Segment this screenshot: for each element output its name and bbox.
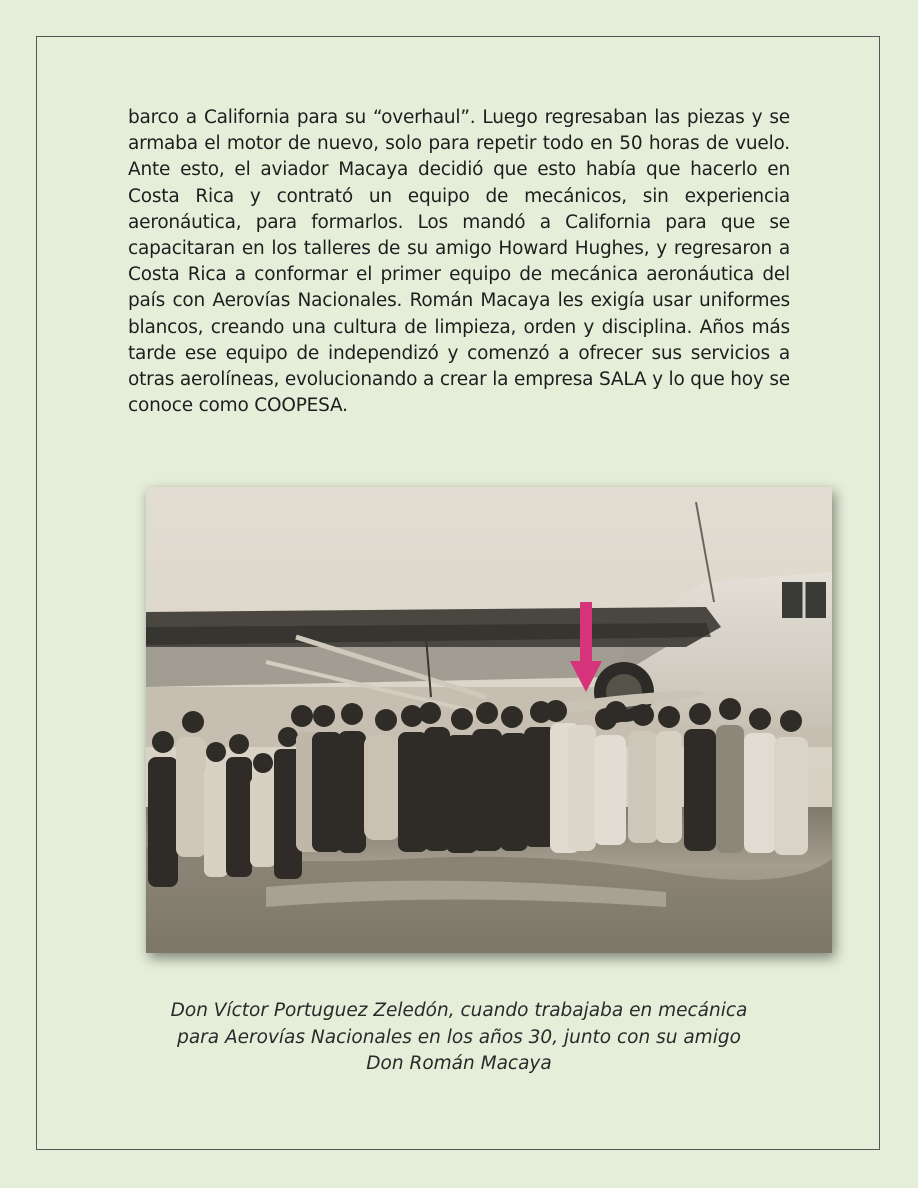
body-paragraph: barco a California para su “overhaul”. Luego regresaban las piezas y se armaba el motor de nuevo, solo para repetir todo en 50 horas de vuelo. Ante esto, el aviador Macaya decidió que esto había que hacerlo en Costa Rica y contrató un equipo de mecánicos, sin experiencia aeronáutica, para formarlos. Los mandó a California para que se capacitaran en los talleres de su amigo Howard Hughes, y regresaron a Costa Rica a conformar el primer equipo de mecánica aeronáutica del país con Aerovías Nacionales. Román Macaya les exigía usar uniformes blancos, creando una cultura de limpieza, orden y disciplina. Años más tarde ese equipo de independizó y comenzó a ofrecer sus servicios a otras aerolíneas, evolucionando a crear la empresa SALA y lo que hoy se conoce como COOPESA. <box>128 107 790 417</box>
photo-illustration <box>146 487 832 953</box>
historical-photo <box>146 487 832 953</box>
caption-line: Don Víctor Portuguez Zeledón, cuando trabajaba en mecánica <box>170 1000 748 1021</box>
photo-caption <box>100 998 818 1078</box>
caption-line: Don Román Macaya <box>366 1053 552 1074</box>
caption-line: para Aerovías Nacionales en los años 30, junto con su amigo <box>177 1026 741 1048</box>
